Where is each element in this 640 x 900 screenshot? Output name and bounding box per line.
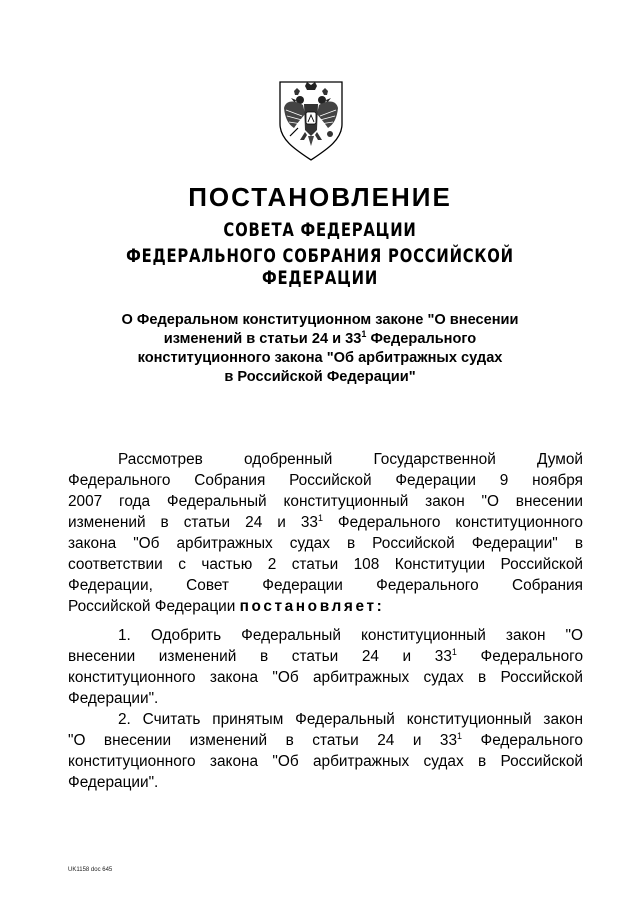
paragraph-line: Федерации, Совет Федерации Федерального Собрания: [68, 577, 583, 594]
paragraph-line: "О внесении изменений в статьи 24 и $33^1$ Федерального: [68, 731, 583, 749]
paragraph-line: внесении изменений в статьи 24 и $33^1$ Федерального: [68, 647, 584, 665]
paragraph-line: Федерации".: [68, 690, 159, 707]
subject-line: в Российской Федерации": [224, 369, 416, 385]
issuer-line-1: СОВЕТА ФЕДЕРАЦИИ: [223, 219, 417, 241]
subject-line: конституционного закона "Об арбитражных судах: [137, 350, 503, 366]
resolution-items: [68, 625, 583, 793]
paragraph-line: Федерального Собрания Российской Федерации 9 ноября: [68, 472, 583, 489]
preamble-paragraph: [68, 449, 583, 617]
superscript: 1: [361, 329, 367, 339]
paragraph-line: Российской Федерации постановляет:: [68, 598, 385, 615]
resolution-item-2: [68, 709, 583, 793]
document-title: ПОСТАНОВЛЕНИЕ: [188, 182, 452, 212]
paragraph-line: 2. Считать принятым Федеральный конституционный закон: [118, 711, 583, 728]
resolution-item-1: [68, 625, 583, 709]
paragraph-line: 2007 года Федеральный конституционный закон "О внесении: [68, 493, 583, 510]
paragraph-line: конституционного закона "Об арбитражных судах в Российской: [68, 669, 583, 686]
paragraph-line: соответствии с частью 2 статьи 108 Конституции Российской: [68, 556, 583, 573]
document-subject: [90, 311, 550, 387]
resolves-word: постановляет:: [239, 598, 385, 615]
subject-line: О Федеральном конституционном законе "О внесении: [121, 312, 519, 328]
paragraph-line: закона "Об арбитражных судах в Российской Федерации" в: [68, 535, 583, 552]
paragraph-line: Рассмотрев одобренный Государственной Думой: [118, 451, 583, 468]
document-code: UK1158 doc 645: [68, 867, 113, 873]
paragraph-line: изменений в статьи 24 и $33^1$ Федерального конституционного: [68, 513, 583, 531]
paragraph-line: конституционного закона "Об арбитражных судах в Российской: [68, 753, 583, 770]
issuer-line-2: ФЕДЕРАЛЬНОГО СОБРАНИЯ РОССИЙСКОЙ ФЕДЕРАЦИИ: [126, 245, 514, 289]
paragraph-line: 1. Одобрить Федеральный конституционный закон "О: [118, 627, 583, 644]
paragraph-line: Федерации".: [68, 774, 159, 791]
subject-line: изменений в статьи 24 и $33^1$ Федерального: [163, 329, 477, 347]
coat-of-arms-icon: [276, 78, 346, 162]
